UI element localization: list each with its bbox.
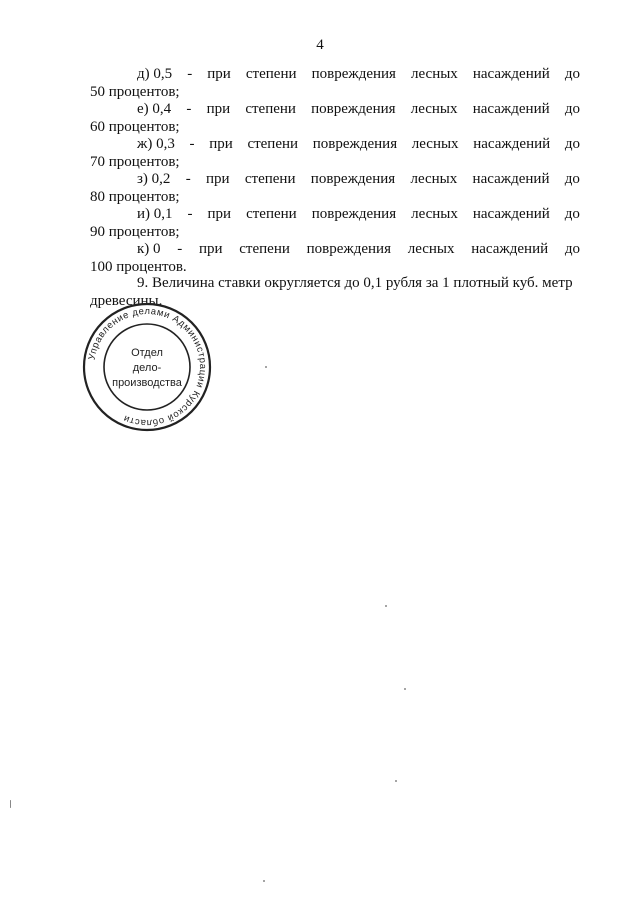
page-number: 4 <box>316 37 324 53</box>
rate-item-word: - <box>186 101 192 117</box>
rate-item-word: насаждений <box>472 171 550 187</box>
rate-item-word: - <box>187 206 193 222</box>
rate-item-line <box>90 241 580 259</box>
speck <box>404 688 406 690</box>
rate-item-line <box>90 136 580 154</box>
rate-item-word: повреждения <box>306 241 391 257</box>
stamp-line-3: производства <box>112 377 182 389</box>
rate-item-word: степени <box>245 101 296 117</box>
speck <box>385 605 387 607</box>
rate-item-word: до <box>564 206 580 222</box>
stamp-line-1: Отдел <box>131 347 163 359</box>
rate-item-word: лесных <box>411 136 459 152</box>
speck <box>263 880 265 882</box>
stamp-line-2: дело- <box>132 362 162 374</box>
clause-9-text: 9. Величина ставки округляется до 0,1 рубля за 1 плотный куб. метр древесины. <box>90 275 573 309</box>
rate-item-word: повреждения <box>310 171 396 187</box>
rate-item-word: е) 0,4 <box>137 101 172 117</box>
rate-item-word: до <box>564 136 580 152</box>
rate-item-word: и) 0,1 <box>137 206 173 222</box>
rate-item-word: лесных <box>410 101 458 117</box>
rate-item-word: повреждения <box>311 66 396 82</box>
rate-item-continuation: 50 процентов; <box>90 83 180 100</box>
rate-item-line <box>90 66 580 84</box>
rate-item-word: при <box>207 206 232 222</box>
rate-item-word: насаждений <box>472 66 550 82</box>
rate-item-word: насаждений <box>471 241 549 257</box>
rate-item-continuation: 100 процентов. <box>90 258 187 275</box>
rate-item-word: повреждения <box>311 101 396 117</box>
rate-item-word: к) 0 <box>137 241 161 257</box>
stamp-ring-text: Управление делами Администрации Курской области <box>86 305 209 429</box>
rate-item-word: степени <box>247 136 299 152</box>
rate-item-continuation: 90 процентов; <box>90 223 180 240</box>
rate-item-word: повреждения <box>311 206 397 222</box>
rate-item-word: при <box>207 66 231 82</box>
rate-item-word: лесных <box>410 171 458 187</box>
speck <box>265 366 267 368</box>
rate-item-word: насаждений <box>472 101 550 117</box>
rate-item-word: при <box>206 101 231 117</box>
rate-item-word: лесных <box>411 206 458 222</box>
rate-item-word: ж) 0,3 <box>137 136 175 152</box>
rate-item-word: до <box>564 171 580 187</box>
rate-item-continuation: 70 процентов; <box>90 153 180 170</box>
rate-item-word: при <box>209 136 233 152</box>
rate-item-word: при <box>206 171 230 187</box>
rate-item-word: д) 0,5 <box>137 66 173 82</box>
rate-item-word: повреждения <box>312 136 398 152</box>
rate-item-word: - <box>189 136 195 152</box>
rate-item-word: насаждений <box>472 206 550 222</box>
rate-item-word: - <box>187 66 193 82</box>
rate-item-word: до <box>564 241 580 257</box>
rate-item-word: з) 0,2 <box>137 171 171 187</box>
rate-item-continuation: 60 процентов; <box>90 118 180 135</box>
speck <box>10 800 11 808</box>
rate-item-continuation: 80 процентов; <box>90 188 180 205</box>
rate-item-word: степени <box>239 241 290 257</box>
office-stamp <box>80 300 214 434</box>
rate-item-word: насаждений <box>473 136 551 152</box>
rate-item-word: степени <box>244 171 296 187</box>
rate-item-line <box>90 171 580 189</box>
speck <box>395 780 397 782</box>
rate-item-word: до <box>564 101 580 117</box>
rate-list <box>90 66 580 276</box>
rate-item-line <box>90 101 580 119</box>
rate-item-word: степени <box>245 66 297 82</box>
rate-item-word: - <box>185 171 191 187</box>
rate-item-line <box>90 206 580 224</box>
rate-item-word: - <box>177 241 183 257</box>
rate-item-word: при <box>198 241 223 257</box>
rate-item-word: степени <box>246 206 297 222</box>
rate-item-word: лесных <box>411 66 458 82</box>
rate-item-word: до <box>564 66 580 82</box>
rate-item-word: лесных <box>407 241 455 257</box>
